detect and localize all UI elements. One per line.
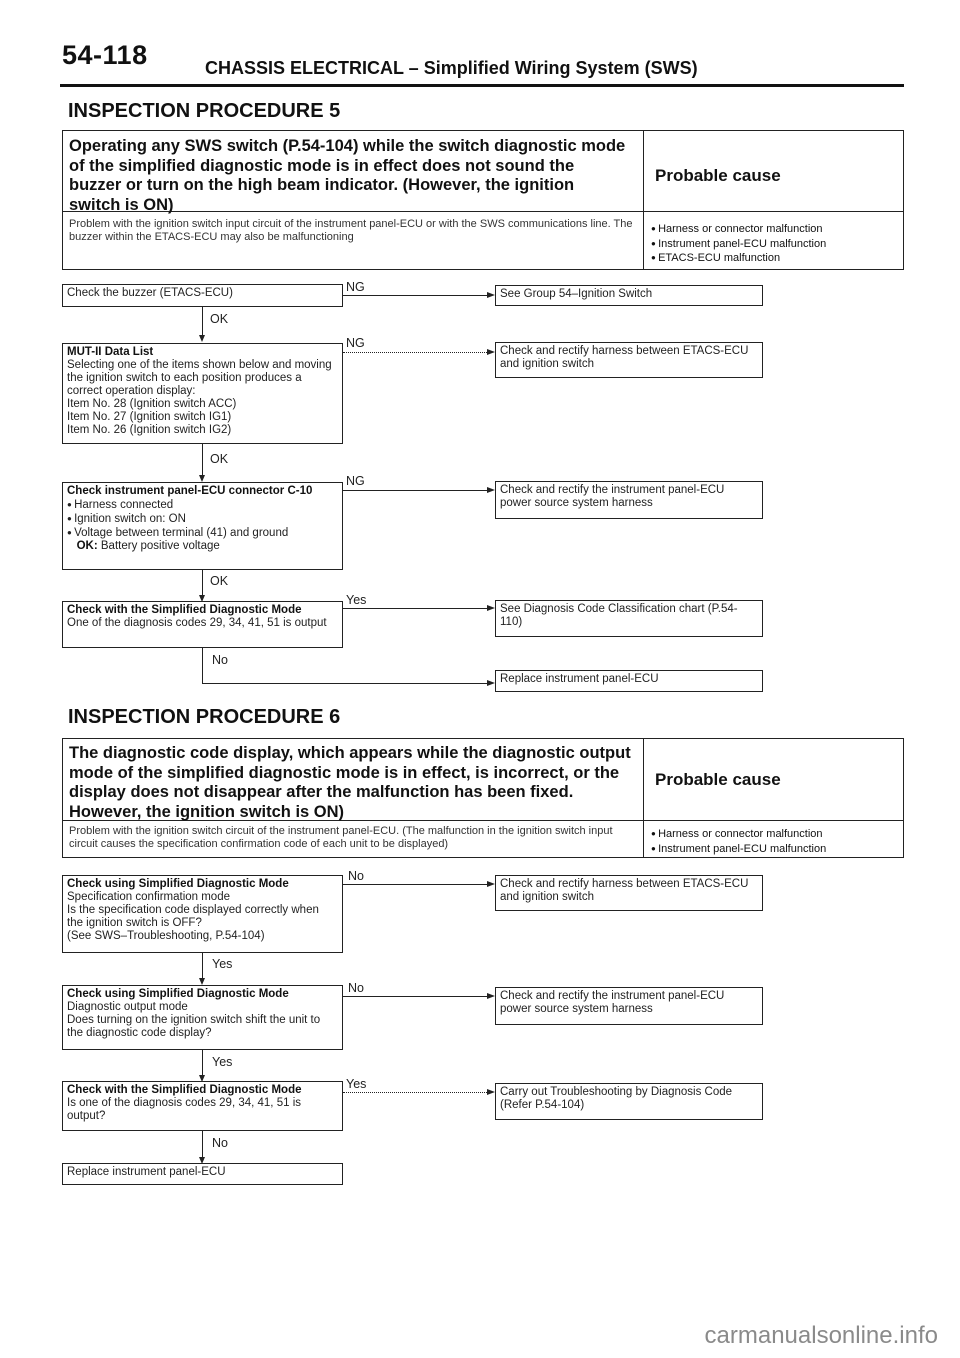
proc5-result2-box xyxy=(495,342,763,378)
proc5-probable-cause-label: Probable cause xyxy=(655,166,781,185)
proc6-step2-line: Diagnostic output mode xyxy=(67,1001,188,1013)
ok-label: OK xyxy=(210,452,229,466)
proc6-step3-box xyxy=(62,1081,343,1131)
proc5-step4-title: Check with the Simplified Diagnostic Mode xyxy=(67,604,302,616)
proc6-cause-list xyxy=(651,827,826,856)
proc5-result4-box xyxy=(495,600,763,637)
proc5-table xyxy=(62,130,904,270)
watermark: carmanualsonline.info xyxy=(704,1322,938,1349)
page-number: 54-118 xyxy=(62,40,148,70)
connector-line xyxy=(343,608,491,609)
proc5-step3-box xyxy=(62,482,343,570)
proc6-step1-line: Is the specification code displayed correctly when the ignition switch is OFF? xyxy=(67,904,319,929)
arrow-right-icon xyxy=(487,605,495,611)
proc5-step3-bullet: ● Harness connected xyxy=(67,499,173,511)
ng-label: NG xyxy=(346,280,365,294)
yes-label: Yes xyxy=(346,1077,367,1091)
proc6-table xyxy=(62,738,904,858)
proc6-result2-text: Check and rectify the instrument panel-ECU power source system harness xyxy=(500,990,725,1015)
yes-label: Yes xyxy=(212,1055,233,1069)
proc6-step4-box xyxy=(62,1163,343,1185)
proc5-result1-box xyxy=(495,285,763,306)
connector-line xyxy=(202,683,491,684)
proc5-result5-text: Replace instrument panel-ECU xyxy=(500,673,659,685)
proc5-result4-text: See Diagnosis Code Classification chart (P.54-110) xyxy=(500,603,738,628)
no-label: No xyxy=(212,653,228,667)
proc6-step4-text: Replace instrument panel-ECU xyxy=(67,1166,226,1178)
header-rule xyxy=(60,84,904,87)
proc5-cause-list xyxy=(651,222,826,266)
section-title: CHASSIS ELECTRICAL – Simplified Wiring System (SWS) xyxy=(205,58,698,78)
proc5-step2-title: MUT-II Data List xyxy=(67,346,154,358)
proc5-result1-text: See Group 54–Ignition Switch xyxy=(500,288,653,300)
connector-line xyxy=(202,648,203,683)
proc6-result1-text: Check and rectify harness between ETACS-ECU and ignition switch xyxy=(500,878,749,903)
proc6-cause: ● Harness or connector malfunction xyxy=(651,827,826,842)
connector-line xyxy=(202,953,203,980)
arrow-down-icon xyxy=(199,335,205,342)
proc5-cause: ● ETACS-ECU malfunction xyxy=(651,251,826,266)
proc6-result1-box xyxy=(495,875,763,911)
proc5-cause: ● Harness or connector malfunction xyxy=(651,222,826,237)
connector-line xyxy=(343,884,491,885)
proc6-step2-line: Does turning on the ignition switch shift the unit to the diagnostic code display? xyxy=(67,1014,321,1039)
ng-label: NG xyxy=(346,336,365,350)
arrow-right-icon xyxy=(487,1089,495,1095)
proc5-result3-box xyxy=(495,481,763,519)
proc5-step3-bullet: ● Ignition switch on: ON xyxy=(67,513,186,525)
connector-line xyxy=(202,1131,203,1159)
proc5-step3-ok-label: OK: xyxy=(76,540,98,552)
connector-line xyxy=(343,352,491,353)
arrow-right-icon xyxy=(487,993,495,999)
arrow-right-icon xyxy=(487,680,495,686)
proc5-step1-text: Check the buzzer (ETACS-ECU) xyxy=(67,287,233,299)
connector-line xyxy=(202,1050,203,1077)
proc6-result2-box xyxy=(495,987,763,1025)
arrow-down-icon xyxy=(199,978,205,985)
connector-line xyxy=(343,996,491,997)
proc6-result3-text: Carry out Troubleshooting by Diagnosis Code (Refer P.54-104) xyxy=(500,1086,733,1111)
connector-line xyxy=(343,1092,491,1093)
proc5-result2-text: Check and rectify harness between ETACS-ECU and ignition switch xyxy=(500,345,749,370)
proc5-step3-bullet: ● Voltage between terminal (41) and ground xyxy=(67,527,288,539)
connector-line xyxy=(202,570,203,597)
ok-label: OK xyxy=(210,312,229,326)
proc5-step4-text: One of the diagnosis codes 29, 34, 41, 51 is output xyxy=(67,617,327,629)
proc5-step4-box xyxy=(62,601,343,648)
proc5-step2-line: Item No. 26 (Ignition switch IG2) xyxy=(67,424,232,436)
proc6-step3-text: Is one of the diagnosis codes 29, 34, 41, 51 is output? xyxy=(67,1097,301,1122)
connector-line xyxy=(343,295,491,296)
proc6-step1-box xyxy=(62,875,343,953)
connector-line xyxy=(202,444,203,477)
proc6-cause: ● Instrument panel-ECU malfunction xyxy=(651,842,826,857)
no-label: No xyxy=(348,869,364,883)
proc5-step2-line: Item No. 28 (Ignition switch ACC) xyxy=(67,398,237,410)
arrow-right-icon xyxy=(487,349,495,355)
proc6-step1-title: Check using Simplified Diagnostic Mode xyxy=(67,878,289,890)
proc6-step2-title: Check using Simplified Diagnostic Mode xyxy=(67,988,289,1000)
ok-label: OK xyxy=(210,574,229,588)
yes-label: Yes xyxy=(346,593,367,607)
connector-line xyxy=(343,490,491,491)
ng-label: NG xyxy=(346,474,365,488)
proc6-step3-title: Check with the Simplified Diagnostic Mode xyxy=(67,1084,302,1096)
connector-line xyxy=(202,307,203,337)
arrow-right-icon xyxy=(487,487,495,493)
proc5-result5-box xyxy=(495,670,763,692)
proc6-step1-line: Specification confirmation mode xyxy=(67,891,230,903)
proc5-step2-box xyxy=(62,343,343,444)
proc6-step1-line: (See SWS–Troubleshooting, P.54-104) xyxy=(67,930,265,942)
proc5-cause: ● Instrument panel-ECU malfunction xyxy=(651,237,826,252)
yes-label: Yes xyxy=(212,957,233,971)
no-label: No xyxy=(212,1136,228,1150)
arrow-right-icon xyxy=(487,292,495,298)
proc5-step3-ok-text: Battery positive voltage xyxy=(100,540,220,552)
proc5-step3-title: Check instrument panel-ECU connector C-10 xyxy=(67,485,313,497)
proc5-step2-line: Item No. 27 (Ignition switch IG1) xyxy=(67,411,232,423)
proc6-description: Problem with the ignition switch circuit of the instrument panel-ECU. (The malfunction in the ignition switch input circuit causes the specification confirmation code of each unit to be displayed) xyxy=(69,825,613,850)
proc5-step2-line: Selecting one of the items shown below and moving the ignition switch to each position produces a correct operation display: xyxy=(67,359,332,397)
arrow-down-icon xyxy=(199,475,205,482)
proc5-description: Problem with the ignition switch input circuit of the instrument panel-ECU or with the SWS communications line. The buzzer within the ETACS-ECU may also be malfunctioning xyxy=(69,218,633,243)
proc6-condition: The diagnostic code display, which appears while the diagnostic output mode of the simplified diagnostic mode is in effect, is incorrect, or the display does not disappear after the malfunction has been fixed. However, the ignition switch is ON) xyxy=(69,744,631,821)
no-label: No xyxy=(348,981,364,995)
proc5-condition: Operating any SWS switch (P.54-104) while the switch diagnostic mode of the simplified diagnostic mode is in effect does not sound the buzzer or turn on the high beam indicator. (However, the ignition switch is ON) xyxy=(69,137,626,214)
proc6-result3-box xyxy=(495,1083,763,1120)
proc6-step2-box xyxy=(62,985,343,1050)
proc5-result3-text: Check and rectify the instrument panel-ECU power source system harness xyxy=(500,484,725,509)
arrow-right-icon xyxy=(487,881,495,887)
proc6-probable-cause-label: Probable cause xyxy=(655,770,781,789)
proc6-title: INSPECTION PROCEDURE 6 xyxy=(68,706,341,728)
proc5-title: INSPECTION PROCEDURE 5 xyxy=(68,100,341,122)
proc5-step1-box xyxy=(62,284,343,307)
